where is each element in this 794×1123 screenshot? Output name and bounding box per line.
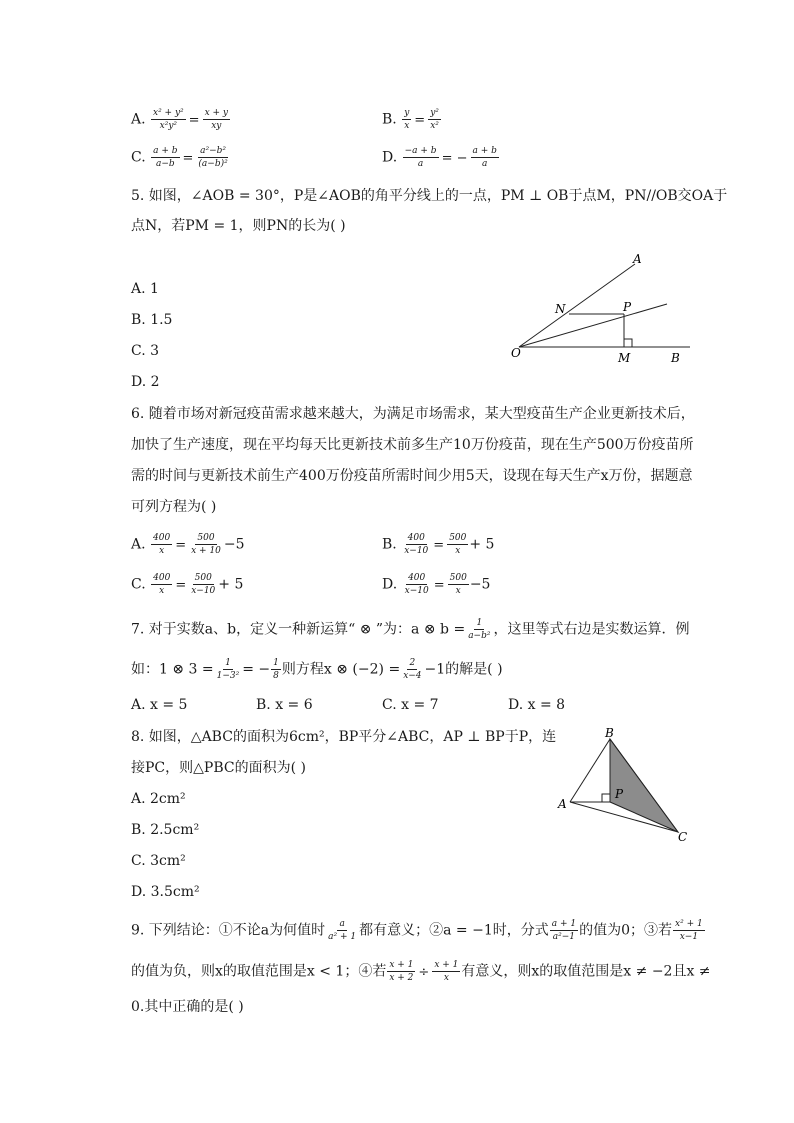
q5-option-b: B. 1.5: [131, 312, 173, 328]
side-ab: [570, 739, 610, 802]
label-c: C: [678, 830, 688, 844]
q6-option-d: D. $\frac{400}{x-10}$ = $\frac{500}{x}$ −5: [382, 573, 491, 596]
q5-option-c: C. 3: [131, 343, 160, 359]
q7-stem-line1: 7. 对于实数a、b，定义一种新运算“ ⊗ ”为：a ⊗ b = $\frac{1}{\text{a−b²}}$ ，这里等式右边是实数运算．例: [131, 618, 690, 641]
label-n: N: [555, 302, 566, 316]
q4-option-a: A. $\frac{\text{x² + y²}}{\text{x²y²}}$ = $\frac{x + y}{xy}$: [131, 108, 228, 131]
label-p: P: [615, 787, 624, 801]
q6-stem-line3: 需的时间与更新技术前生产400万份疫苗所需时间少用5天，设现在每天生产x万份，据题意: [131, 468, 693, 484]
label-p: P: [623, 300, 632, 314]
q8-stem-line1: 8. 如图，△ABC的面积为6cm²，BP平分∠ABC，AP ⊥ BP于P，连: [131, 729, 557, 745]
ray-oa: [519, 264, 635, 347]
label-b: B: [671, 351, 680, 365]
q4-option-b: B. $\frac{y}{x}$ = $\frac{\text{y²}}{\text{x²}}$: [382, 108, 439, 131]
label-a: A: [558, 797, 567, 811]
right-angle-mark: [624, 339, 632, 347]
q9-stem-line3: 0.其中正确的是( ): [131, 999, 244, 1015]
q5-stem-line2: 点N，若PM = 1，则PN的长为( ): [131, 218, 346, 234]
label-m: M: [618, 351, 631, 365]
q8-stem-line2: 接PC，则△PBC的面积为( ): [131, 760, 306, 776]
q7-option-a: A. x = 5: [131, 697, 188, 713]
q8-option-c: C. 3cm²: [131, 853, 186, 869]
q6-stem-line4: 可列方程为( ): [131, 499, 217, 515]
q6-option-b: B. $\frac{400}{x-10}$ = $\frac{500}{x}$ + 5: [382, 533, 495, 556]
label-b: B: [605, 726, 614, 740]
q5-option-a: A. 1: [131, 281, 159, 297]
right-angle-mark: [602, 794, 610, 802]
q8-triangle-figure: [550, 725, 700, 850]
q7-stem-line2: 如：1 ⊗ 3 = $\frac{1}{\text{1−3²}}$ = − $\frac{1}{8}$ 则方程x ⊗ (−2) = $\frac{2}{x-4}$ −1的解是( ): [131, 658, 503, 681]
q5-stem-line1: 5. 如图，∠AOB = 30°，P是∠AOB的角平分线上的一点，PM ⊥ OB于点M，PN//OB交OA于: [131, 188, 728, 204]
q4-option-d: D. $\frac{-a + b}{a}$ = − $\frac{a + b}{a}$: [382, 146, 497, 169]
q4-option-c: C. $\frac{a + b}{a-b}$ = $\frac{\text{a²−b²}}{\text{(a−b)²}}$: [131, 146, 228, 169]
q8-option-b: B. 2.5cm²: [131, 822, 200, 838]
label-a: A: [633, 252, 642, 266]
q7-option-c: C. x = 7: [382, 697, 439, 713]
q6-option-a: A. $\frac{400}{x}$ = $\frac{500}{x + 10}$ −5: [131, 533, 245, 556]
q7-option-d: D. x = 8: [508, 697, 566, 713]
label-o: O: [511, 346, 521, 360]
q7-option-b: B. x = 6: [256, 697, 313, 713]
q6-option-c: C. $\frac{400}{x}$ = $\frac{500}{x-10}$ + 5: [131, 573, 244, 596]
q5-option-d: D. 2: [131, 374, 160, 390]
q6-stem-line2: 加快了生产速度，现在平均每天比更新技术前多生产10万份疫苗，现在生产500万份疫苗所: [131, 437, 694, 453]
q9-stem-line1: 9. 下列结论：①不论a为何值时 $\frac{a}{\text{a² + 1}}$ 都有意义；②a = −1时，分式 $\frac{a + 1}{\text{a²−1}}$ 的值为0；③若 $\frac{\text{x² + 1}}{x-1}$: [131, 919, 703, 942]
angle-bisector: [519, 304, 667, 347]
q8-option-a: A. 2cm²: [131, 791, 186, 807]
q9-stem-line2: 的值为负，则x的取值范围是x < 1；④若 $\frac{x + 1}{x + 2}$ ÷ $\frac{x + 1}{x}$ 有意义，则x的取值范围是x ≠ −2且x ≠: [131, 960, 711, 983]
q8-option-d: D. 3.5cm²: [131, 884, 200, 900]
q6-stem-line1: 6. 随着市场对新冠疫苗需求越来越大，为满足市场需求，某大型疫苗生产企业更新技术后，: [131, 406, 695, 422]
q5-angle-figure: [505, 250, 700, 370]
